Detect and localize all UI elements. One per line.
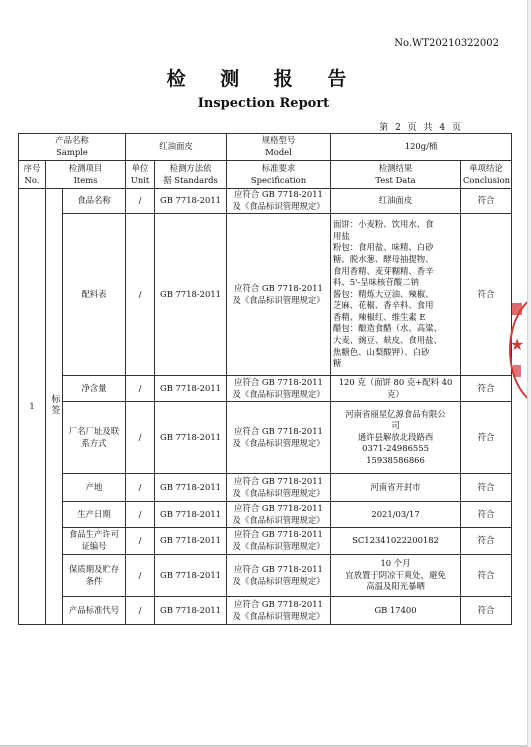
- unit-cell: /: [126, 555, 155, 597]
- unit-cell: /: [126, 502, 155, 528]
- table-row: [19, 502, 512, 528]
- method-cell: GB 7718-2011: [155, 402, 227, 474]
- col-header-specification: 标准要求 Specification: [227, 161, 331, 189]
- spec-cell: 应符合 GB 7718-2011 及《食品标识管理规定》: [227, 189, 331, 214]
- method-cell: GB 7718-2011: [155, 376, 227, 402]
- conclusion-cell: 符合: [461, 528, 512, 555]
- test-data-line: 食用香精、麦芽糊精、香辛: [333, 265, 434, 276]
- spec-cell: 应符合 GB 7718-2011 及《食品标识管理规定》: [227, 474, 331, 502]
- method-cell: GB 7718-2011: [155, 189, 227, 214]
- unit-cell: /: [126, 528, 155, 555]
- conclusion-cell: 符合: [461, 214, 512, 376]
- table-row: [19, 597, 512, 625]
- item-name: 产地: [63, 474, 126, 502]
- col-header-unit: 单位 Unit: [126, 161, 155, 189]
- test-data-line: 香精、辣椒红、维生素 E: [333, 311, 426, 322]
- test-data-line: 焦糖色、山梨酸钾）、白砂: [333, 346, 430, 357]
- unit-cell: /: [126, 214, 155, 376]
- item-name: 食品名称: [63, 189, 126, 214]
- conclusion-cell: 符合: [461, 376, 512, 402]
- item-name: 生产日期: [63, 502, 126, 528]
- test-data-line: 糖: [333, 358, 342, 369]
- category-label: 标签: [49, 393, 60, 416]
- product-name-label: 产品名称 Sample: [19, 134, 126, 161]
- col-header-no: 序号 No.: [19, 161, 46, 189]
- table-row: [19, 528, 512, 555]
- test-data-line: 司: [391, 420, 400, 431]
- table-row: [19, 376, 512, 402]
- unit-cell: /: [126, 597, 155, 625]
- report-title-cn: 检 测 报 告: [166, 68, 361, 90]
- test-data-line: 0371-24986555: [362, 443, 429, 454]
- item-name: 配料表: [63, 214, 126, 376]
- test-data-line: GB 17400: [374, 604, 417, 615]
- spec-cell: 应符合 GB 7718-2011 及《食品标识管理规定》: [227, 402, 331, 474]
- spec-cell: 应符合 GB 7718-2011 及《食品标识管理规定》: [227, 555, 331, 597]
- test-data-line: SC12341022200182: [352, 535, 439, 546]
- spec-cell: 应符合 GB 7718-2011 及《食品标识管理规定》: [227, 597, 331, 625]
- red-seal-stamp: [505, 293, 527, 403]
- method-cell: GB 7718-2011: [155, 555, 227, 597]
- conclusion-cell: 符合: [461, 189, 512, 214]
- unit-cell: /: [126, 474, 155, 502]
- test-data-line: 宜放置于阴凉干爽处，避免: [345, 569, 446, 580]
- test-data-cell: [331, 189, 461, 214]
- inspection-table: [18, 133, 512, 625]
- col-header-items: 检测项目 Items: [46, 161, 126, 189]
- item-name: 厂名厂址及联系方式: [63, 402, 126, 474]
- spec-cell: 应符合 GB 7718-2011 及《食品标识管理规定》: [227, 502, 331, 528]
- seal-star-icon: ★: [510, 335, 525, 354]
- test-data-line: 大麦、豌豆、麸皮、食用盐、: [333, 335, 442, 346]
- page-indicator: 第 2 页 共 4 页: [379, 123, 463, 133]
- test-data-cell: [331, 528, 461, 555]
- report-title-en: Inspection Report: [197, 96, 330, 111]
- col-header-standards: 检测方法依 据 Standards: [155, 161, 227, 189]
- test-data-line: 醋包：酿造食醋（水、高粱、: [333, 323, 442, 334]
- test-data-cell: [331, 555, 461, 597]
- model-value: 120g/桶: [331, 134, 512, 161]
- table-row: [19, 214, 512, 376]
- test-data-line: 克）: [387, 388, 404, 399]
- test-data-cell: [331, 502, 461, 528]
- spec-cell: 应符合 GB 7718-2011 及《食品标识管理规定》: [227, 214, 331, 376]
- test-data-line: 高温及阳光暴晒: [366, 581, 425, 592]
- col-header-test-data: 检测结果 Test Data: [331, 161, 461, 189]
- test-data-line: 河南省开封市: [370, 481, 421, 492]
- unit-cell: /: [126, 402, 155, 474]
- item-name: 保质期及贮存条件: [63, 555, 126, 597]
- item-name: 食品生产许可证编号: [63, 528, 126, 555]
- test-data-cell: [331, 597, 461, 625]
- model-label: 规格型号 Model: [227, 134, 331, 161]
- table-row: [19, 474, 512, 502]
- method-cell: GB 7718-2011: [155, 474, 227, 502]
- report-number: No.WT20210322002: [394, 38, 499, 49]
- test-data-cell: [331, 402, 461, 474]
- item-name: 产品标准代号: [63, 597, 126, 625]
- conclusion-cell: 符合: [461, 502, 512, 528]
- test-data-line: 10 个月: [380, 558, 411, 569]
- conclusion-cell: 符合: [461, 402, 512, 474]
- method-cell: GB 7718-2011: [155, 597, 227, 625]
- product-name-value: 红油面皮: [126, 134, 227, 161]
- unit-cell: /: [126, 376, 155, 402]
- test-data-line: 红油面皮: [378, 195, 413, 206]
- table-row: [19, 189, 512, 214]
- header-sample-row: [19, 134, 512, 161]
- unit-cell: /: [126, 189, 155, 214]
- test-data-line: 15938586866: [366, 454, 425, 465]
- test-data-line: 用盐: [333, 230, 350, 241]
- test-data-line: 芝麻、花椒、香辛料、食用: [333, 300, 434, 311]
- table-row: [19, 402, 512, 474]
- method-cell: GB 7718-2011: [155, 502, 227, 528]
- test-data-cell: [331, 376, 461, 402]
- table-row: [19, 555, 512, 597]
- conclusion-cell: 符合: [461, 474, 512, 502]
- test-data-line: 糖、脱水葱、酵母抽提物、: [333, 253, 434, 264]
- spec-cell: 应符合 GB 7718-2011 及《食品标识管理规定》: [227, 528, 331, 555]
- test-data-line: 通许县解放北段路西: [357, 431, 434, 442]
- test-data-line: 河南省丽星亿源食品有限公: [345, 408, 446, 419]
- test-data-cell: [331, 214, 461, 376]
- test-data-line: 粉包：食用盐、味精、白砂: [333, 242, 434, 253]
- item-name: 净含量: [63, 376, 126, 402]
- test-data-cell: [331, 474, 461, 502]
- category-cell: [46, 189, 63, 625]
- col-header-conclusion: 单项结论 Conclusion: [461, 161, 512, 189]
- conclusion-cell: 符合: [461, 555, 512, 597]
- test-data-line: 2021/03/17: [371, 508, 420, 519]
- conclusion-cell: 符合: [461, 597, 512, 625]
- column-header-row: [19, 161, 512, 189]
- spec-cell: 应符合 GB 7718-2011 及《食品标识管理规定》: [227, 376, 331, 402]
- method-cell: GB 7718-2011: [155, 528, 227, 555]
- test-data-line: 酱包：精炼大豆油、辣椒、: [333, 288, 434, 299]
- row-number: 1: [19, 189, 46, 625]
- test-data-line: 面饼：小麦粉、饮用水、食: [333, 219, 434, 230]
- method-cell: GB 7718-2011: [155, 214, 227, 376]
- test-data-line: 料、5'-呈味核苷酸二钠: [333, 277, 419, 288]
- test-data-line: 120 克（面饼 80 克+配料 40: [338, 376, 453, 387]
